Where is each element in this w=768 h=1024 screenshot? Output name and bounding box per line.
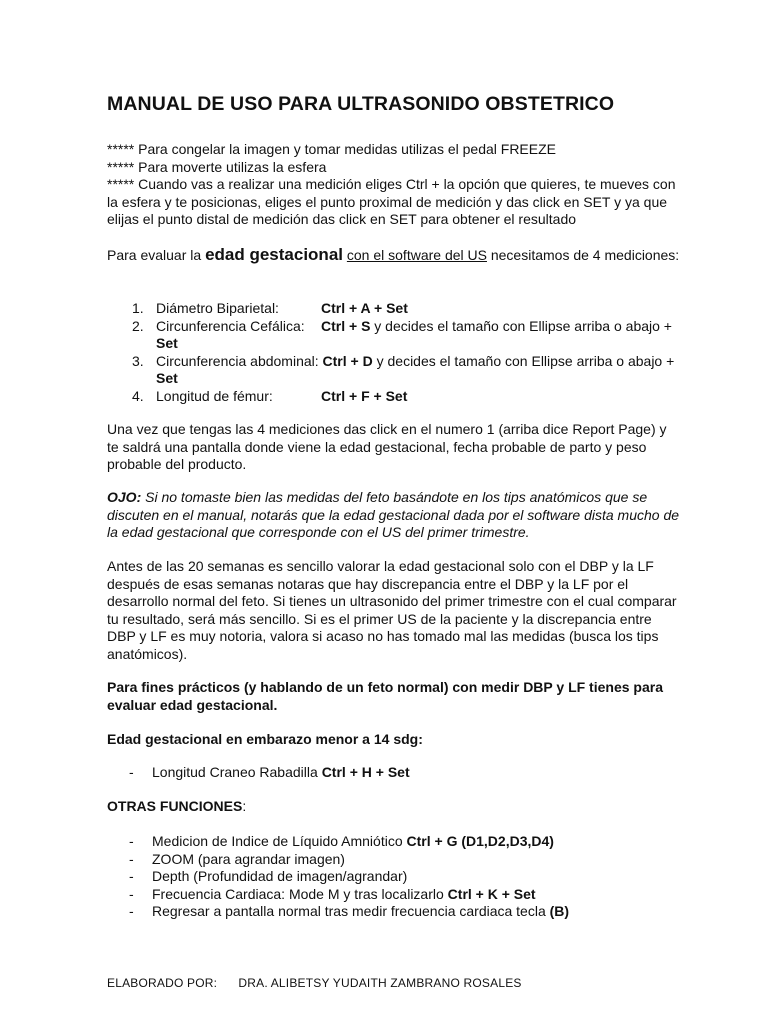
other-functions-list [107,833,707,921]
dash-bullet: - [129,850,134,867]
shortcut-keys-tail: Set [156,335,178,351]
function-text: Frecuencia Cardiaca: Mode M y tras localizarlo [152,885,448,902]
warning-lead: OJO: [107,489,142,505]
measurement-note: y decides el tamaño con Ellipse arriba o abajo + [370,317,672,334]
measurement-item [107,318,682,353]
practical-note: Para fines prácticos (y hablando de un feto normal) con medir DBP y LF tienes para evaluar edad gestacional. [107,679,663,713]
item-number: 4. [132,387,144,404]
shortcut-keys: Ctrl + F + Set [321,387,408,404]
tip-trackball: ***** Para moverte utilizas la esfera [107,158,327,175]
crl-label: Longitud Craneo Rabadilla [152,764,322,780]
shortcut-keys: Ctrl + A + Set [321,300,408,316]
gestational-age-intro [107,246,682,265]
list-item [107,833,707,851]
tip-measurement: ***** Cuando vas a realizar una medición eliges Ctrl + la opción que quieres, te mueves con la esfera y te posicionas, eliges el punto proximal de medición y das click en SET y ya que elijas el punto distal de medición das click en SET para obtener el resultado [107,176,676,227]
item-number: 2. [132,317,144,334]
shortcut-keys: (B) [549,903,570,919]
first-trimester-list [107,764,707,782]
item-number: 1. [132,300,144,316]
shortcut-keys: Ctrl + K + Set [447,885,536,902]
measurement-list [107,300,682,405]
intro-prefix: Para evaluar la [107,247,206,263]
dash-bullet: - [129,833,134,849]
first-trimester-heading: Edad gestacional en embarazo menor a 14 sdg: [107,731,423,747]
measurement-item [107,300,682,318]
warning-text: Si no tomaste bien las medidas del feto basándote en los tips anatómicos que se discuten en el manual, notarás que la edad gestacional dada por el software dista mucho de la edad gestacional que corresponde con el US del primer trimestre. [107,489,680,540]
list-item [107,868,707,886]
list-item [107,851,707,869]
usage-tips [107,141,682,229]
heading-colon: : [242,798,247,814]
intro-underlined: con el software del US [346,247,487,263]
shortcut-keys: Ctrl + G (D1,D2,D3,D4) [406,833,554,849]
shortcut-keys: Ctrl + S [321,317,371,334]
before-20-weeks-paragraph: Antes de las 20 semanas es sencillo valorar la edad gestacional solo con el DBP y la LF después de esas semanas notaras que hay discrepancia entre el DBP y la LF por el desarrollo normal del feto. Si tienes un ultrasonido del primer trimestre con el cual comparar tu resultado, será más sencillo. Si es el primer US de la paciente y la discrepancia entre DBP y LF es muy notoria, valora si acaso no has tomado mal las medidas (busca los tips anatómicos). [107,558,677,662]
shortcut-keys: Ctrl + H + Set [321,764,410,780]
function-text: Depth (Profundidad de imagen/agrandar) [152,868,408,884]
measurement-label: Circunferencia Cefálica: [156,317,305,334]
function-text: ZOOM (para agrandar imagen) [152,850,345,867]
tip-freeze: ***** Para congelar la imagen y tomar medidas utilizas el pedal FREEZE [107,141,556,157]
warning-paragraph [107,489,682,542]
dash-bullet: - [129,903,134,919]
measurement-label: Longitud de fémur: [156,387,273,404]
function-text: Medicion de Indice de Líquido Amniótico [152,833,407,849]
list-item [107,764,707,782]
list-item [107,886,707,904]
dash-bullet: - [129,764,134,780]
intro-suffix: necesitamos de 4 mediciones: [486,247,680,263]
intro-emphasis: edad gestacional [205,245,343,264]
footer-label: ELABORADO POR: [107,976,218,990]
dash-bullet: - [129,868,134,884]
footer-author: DRA. ALIBETSY YUDAITH ZAMBRANO ROSALES [238,976,522,990]
measurement-item [107,353,682,388]
dash-bullet: - [129,885,134,902]
shortcut-keys: Ctrl + D [322,352,373,369]
measurement-item [107,388,682,406]
measurement-label: Circunferencia abdominal: [156,352,323,369]
measurement-note: y decides el tamaño con Ellipse arriba o abajo + [372,352,675,369]
footer [107,975,522,993]
item-number: 3. [132,352,144,369]
other-functions-heading [107,798,682,816]
report-page-paragraph: Una vez que tengas las 4 mediciones das click en el numero 1 (arriba dice Report Page) y te saldrá una pantalla donde viene la edad gestacional, fecha probable de parto y peso probable del producto. [107,421,667,472]
list-item [107,903,707,921]
document-title: MANUAL DE USO PARA ULTRASONIDO OBSTETRICO [107,93,615,115]
other-functions-title: OTRAS FUNCIONES [107,798,243,814]
function-text: Regresar a pantalla normal tras medir frecuencia cardiaca tecla [152,903,550,919]
shortcut-keys-tail: Set [156,370,178,386]
measurement-label: Diámetro Biparietal: [156,300,279,316]
